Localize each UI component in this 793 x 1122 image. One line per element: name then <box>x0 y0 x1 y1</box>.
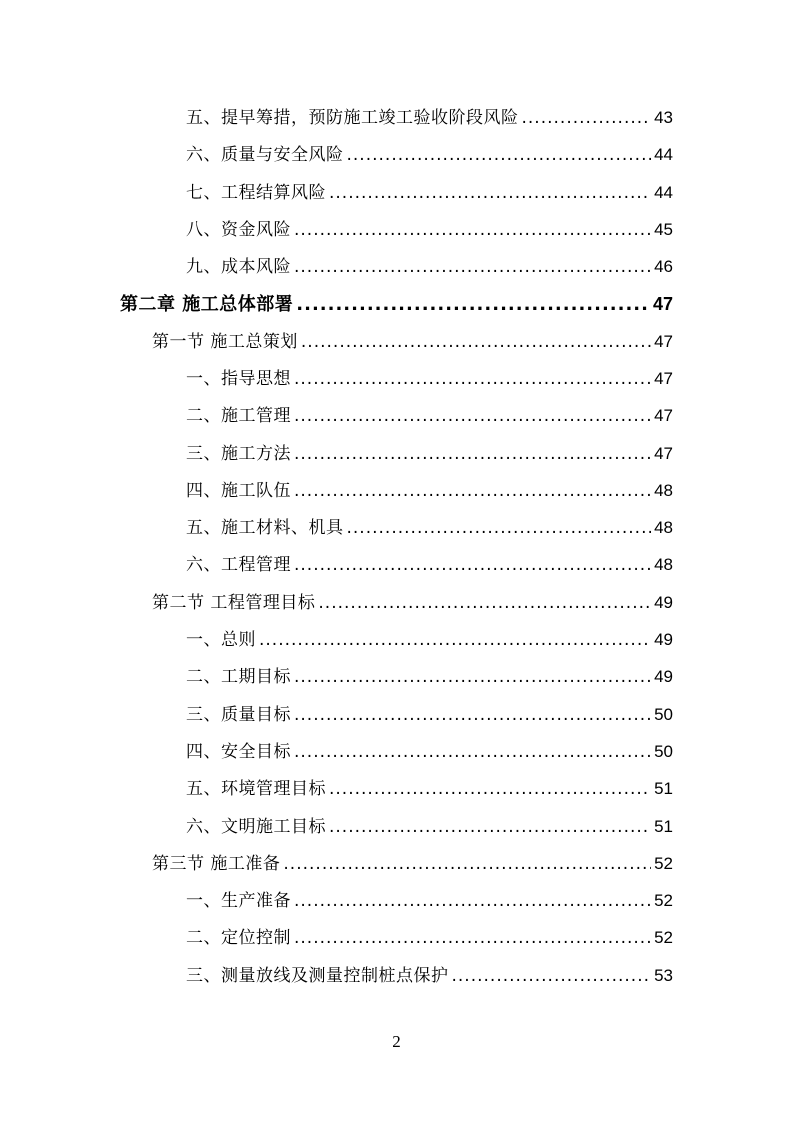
dot-leader <box>294 404 651 428</box>
dot-leader <box>259 628 651 652</box>
toc-section-entry[interactable] <box>152 852 673 876</box>
dot-leader <box>522 106 652 130</box>
toc-entry-page: 47 <box>654 444 673 463</box>
toc-entry-page: 47 <box>654 406 673 425</box>
toc-entry-label: 三、施工方法 <box>186 444 291 464</box>
toc-entry-page: 43 <box>654 108 673 127</box>
toc-entry-label: 二、施工管理 <box>186 406 291 426</box>
toc-entry[interactable] <box>186 740 673 764</box>
toc-entry[interactable] <box>186 218 673 242</box>
toc-row <box>0 852 793 882</box>
toc-row <box>0 292 793 322</box>
toc-row <box>0 889 793 919</box>
dot-leader <box>347 516 652 540</box>
toc-entry-page: 53 <box>654 966 673 985</box>
toc-row <box>0 740 793 770</box>
dot-leader <box>294 889 651 913</box>
dot-leader <box>452 964 652 988</box>
toc-entry-page: 48 <box>654 481 673 500</box>
toc-entry-page: 52 <box>654 891 673 910</box>
toc-entry[interactable] <box>186 703 673 727</box>
toc-entry-page: 47 <box>652 294 673 314</box>
dot-leader <box>294 479 651 503</box>
toc-entry-page: 44 <box>654 183 673 202</box>
toc-entry[interactable] <box>186 143 673 167</box>
toc-entry-page: 51 <box>654 817 673 836</box>
dot-leader <box>294 665 651 689</box>
toc-entry[interactable] <box>186 553 673 577</box>
toc-entry[interactable] <box>186 367 673 391</box>
dot-leader <box>294 553 651 577</box>
dot-leader <box>294 740 651 764</box>
dot-leader <box>283 852 651 876</box>
toc-entry-page: 51 <box>654 779 673 798</box>
toc-row <box>0 255 793 285</box>
toc-entry[interactable] <box>186 777 673 801</box>
toc-entry[interactable] <box>186 516 673 540</box>
toc-entry-label: 一、指导思想 <box>186 369 291 389</box>
toc-entry-label: 八、资金风险 <box>186 220 291 240</box>
toc-entry-label: 五、施工材料、机具 <box>186 518 344 538</box>
dot-leader <box>294 367 651 391</box>
toc-entry[interactable] <box>186 442 673 466</box>
toc-entry-page: 48 <box>654 518 673 537</box>
toc-entry-page: 49 <box>654 593 673 612</box>
toc-entry-label: 四、安全目标 <box>186 742 291 762</box>
toc-row <box>0 143 793 173</box>
toc-row <box>0 964 793 994</box>
toc-entry-label: 第二节 工程管理目标 <box>152 593 316 613</box>
toc-entry[interactable] <box>186 964 673 988</box>
page-number: 2 <box>392 1032 401 1051</box>
toc-entry-label: 第三节 施工准备 <box>152 854 281 874</box>
toc-row <box>0 516 793 546</box>
toc-row <box>0 703 793 733</box>
toc-entry-label: 二、工期目标 <box>186 667 291 687</box>
toc-entry-label: 六、文明施工目标 <box>186 817 326 837</box>
toc-entry-label: 四、施工队伍 <box>186 481 291 501</box>
toc-entry[interactable] <box>186 255 673 279</box>
dot-leader <box>318 591 651 615</box>
toc-entry[interactable] <box>186 404 673 428</box>
dot-leader <box>294 926 651 950</box>
toc-entry[interactable] <box>186 665 673 689</box>
toc-row <box>0 106 793 136</box>
toc-entry[interactable] <box>186 889 673 913</box>
toc-row <box>0 553 793 583</box>
toc-entry-label: 五、提早筹措，预防施工竣工验收阶段风险 <box>186 108 519 128</box>
toc-row <box>0 218 793 248</box>
toc-entry-page: 50 <box>654 705 673 724</box>
toc-entry-label: 第二章 施工总体部署 <box>120 294 294 315</box>
toc-row <box>0 591 793 621</box>
dot-leader <box>347 143 652 167</box>
toc-row <box>0 181 793 211</box>
toc-section-entry[interactable] <box>152 591 673 615</box>
dot-leader <box>296 293 650 317</box>
toc-entry[interactable] <box>186 181 673 205</box>
toc-entry-page: 48 <box>654 555 673 574</box>
toc-row <box>0 479 793 509</box>
toc-row <box>0 404 793 434</box>
toc-entry-label: 一、总则 <box>186 630 256 650</box>
toc-entry-page: 49 <box>654 667 673 686</box>
toc-entry-label: 六、质量与安全风险 <box>186 145 344 165</box>
toc-entry-page: 49 <box>654 630 673 649</box>
toc-row <box>0 330 793 360</box>
toc-entry-page: 46 <box>654 257 673 276</box>
toc-entry[interactable] <box>186 106 673 130</box>
toc-entry[interactable] <box>186 479 673 503</box>
toc-entry-label: 三、测量放线及测量控制桩点保护 <box>186 966 449 986</box>
toc-entry-page: 52 <box>654 928 673 947</box>
dot-leader <box>294 218 651 242</box>
toc-entry[interactable] <box>186 926 673 950</box>
toc-entry-label: 第一节 施工总策划 <box>152 332 298 352</box>
toc-row <box>0 442 793 472</box>
dot-leader <box>294 255 651 279</box>
toc-entry-label: 五、环境管理目标 <box>186 779 326 799</box>
toc-entry-label: 三、质量目标 <box>186 705 291 725</box>
toc-entry-page: 45 <box>654 220 673 239</box>
toc-entry-page: 52 <box>654 854 673 873</box>
toc-entry-label: 九、成本风险 <box>186 257 291 277</box>
toc-row <box>0 628 793 658</box>
toc-entry-label: 六、工程管理 <box>186 555 291 575</box>
toc-row <box>0 367 793 397</box>
toc-row <box>0 926 793 956</box>
toc-section-entry[interactable] <box>152 330 673 354</box>
dot-leader <box>329 181 651 205</box>
dot-leader <box>329 777 651 801</box>
dot-leader <box>301 330 651 354</box>
dot-leader <box>294 442 651 466</box>
toc-entry-page: 50 <box>654 742 673 761</box>
toc-chapter-entry[interactable] <box>120 292 673 317</box>
dot-leader <box>294 703 651 727</box>
toc-entry-page: 47 <box>654 369 673 388</box>
toc-entry[interactable] <box>186 815 673 839</box>
toc-row <box>0 815 793 845</box>
toc-row <box>0 665 793 695</box>
toc-entry-label: 七、工程结算风险 <box>186 183 326 203</box>
toc-entry-label: 一、生产准备 <box>186 891 291 911</box>
dot-leader <box>329 815 651 839</box>
toc-entry-label: 二、定位控制 <box>186 928 291 948</box>
toc-row <box>0 777 793 807</box>
toc-entry-page: 47 <box>654 332 673 351</box>
toc-entry[interactable] <box>186 628 673 652</box>
toc-entry-page: 44 <box>654 145 673 164</box>
